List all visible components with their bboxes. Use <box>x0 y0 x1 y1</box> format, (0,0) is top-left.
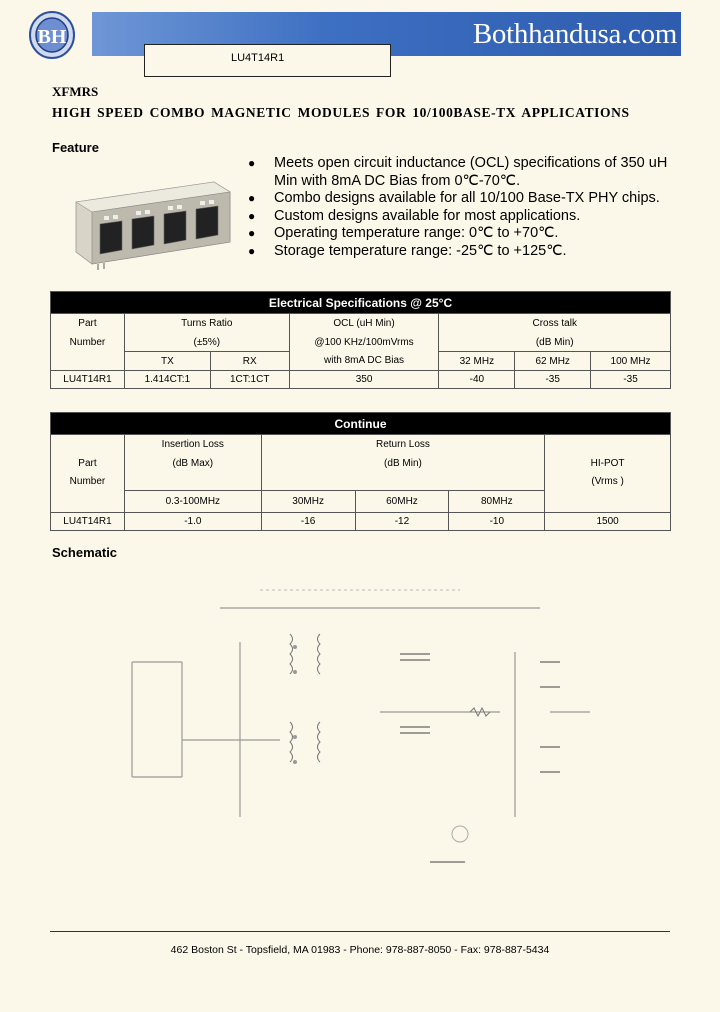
cell-crosstalk-62: -35 <box>515 371 591 389</box>
cell-hipot: 1500 <box>545 513 671 531</box>
crosstalk-header: Cross talk <box>439 314 671 334</box>
blank-cell <box>261 473 545 491</box>
return-loss-unit: (dB Min) <box>261 455 545 473</box>
cell-tx: 1.414CT:1 <box>124 371 210 389</box>
rx-header: RX <box>210 352 289 371</box>
insertion-loss-header: Insertion Loss <box>124 435 261 455</box>
table-title: Electrical Specifications @ 25°C <box>51 292 671 314</box>
rl-80: 80MHz <box>449 491 545 513</box>
page-subtitle: HIGH SPEED COMBO MAGNETIC MODULES FOR 10/100BASE-TX APPLICATIONS <box>52 105 630 120</box>
cell-rl-80: -10 <box>449 513 545 531</box>
cell-crosstalk-32: -40 <box>439 371 515 389</box>
table-row <box>51 371 671 389</box>
freq-100: 100 MHz <box>591 352 671 371</box>
blank-cell <box>545 435 671 455</box>
number-header: Number <box>51 473 125 491</box>
series-label: XFMRS <box>52 84 99 99</box>
table-title: Continue <box>51 413 671 435</box>
hipot-unit: (Vrms ) <box>545 473 671 491</box>
cell-part: LU4T14R1 <box>51 371 125 389</box>
cell-crosstalk-100: -35 <box>591 371 671 389</box>
cell-rl-60: -12 <box>355 513 449 531</box>
footer-divider <box>50 931 670 932</box>
cell-part: LU4T14R1 <box>51 513 125 531</box>
cell-rl-30: -16 <box>261 513 355 531</box>
schematic-title: Schematic <box>52 545 118 560</box>
footer-address: 462 Boston St - Topsfield, MA 01983 - Phone: 978-887-8050 - Fax: 978-887-5434 <box>170 944 550 956</box>
blank-cell <box>51 435 125 455</box>
list-item: ● Custom designs available for most applications. <box>248 208 688 226</box>
blank-cell <box>51 491 125 513</box>
turns-ratio-header: Turns Ratio <box>124 314 289 334</box>
part-header-spacer <box>51 352 125 371</box>
feature-list <box>248 155 688 260</box>
part-header: Part <box>51 314 125 334</box>
feature-title: Feature <box>52 140 99 155</box>
schematic-diagram <box>120 572 600 902</box>
hipot-header: HI-POT <box>545 455 671 473</box>
cell-insertion-loss: -1.0 <box>124 513 261 531</box>
return-loss-header: Return Loss <box>261 435 545 455</box>
ocl-condition: @100 KHz/100mVrms <box>289 334 439 352</box>
ocl-bias: with 8mA DC Bias <box>289 352 439 371</box>
electrical-spec-table <box>50 291 671 389</box>
blank-cell <box>124 473 261 491</box>
part-number: LU4T14R1 <box>231 52 285 64</box>
cell-rx: 1CT:1CT <box>210 371 289 389</box>
part-number-box <box>144 44 391 77</box>
ocl-header: OCL (uH Min) <box>289 314 439 334</box>
bothhand-logo <box>28 10 76 60</box>
freq-62: 62 MHz <box>515 352 591 371</box>
cell-ocl: 350 <box>289 371 439 389</box>
rl-30: 30MHz <box>261 491 355 513</box>
tx-header: TX <box>124 352 210 371</box>
crosstalk-unit: (dB Min) <box>439 334 671 352</box>
rl-60: 60MHz <box>355 491 449 513</box>
insertion-loss-unit: (dB Max) <box>124 455 261 473</box>
list-item: ● Operating temperature range: 0℃ to +70℃. <box>248 225 688 243</box>
turns-tolerance: (±5%) <box>124 334 289 352</box>
blank-cell <box>545 491 671 513</box>
freq-32: 32 MHz <box>439 352 515 371</box>
part-header: Part <box>51 455 125 473</box>
brand-name: Bothhandusa.com <box>472 18 677 50</box>
continue-spec-table <box>50 412 671 531</box>
list-item: ● Meets open circuit inductance (OCL) specifications of 350 uH Min with 8mA DC Bias from 0℃-70℃. <box>248 155 688 190</box>
product-photo <box>64 172 234 272</box>
list-item: ● Storage temperature range: -25℃ to +125℃. <box>248 243 688 261</box>
table-row <box>51 513 671 531</box>
logo-letters: BH <box>37 26 67 48</box>
list-item: ● Combo designs available for all 10/100 Base-TX PHY chips. <box>248 190 688 208</box>
il-range: 0.3-100MHz <box>124 491 261 513</box>
number-header: Number <box>51 334 125 352</box>
